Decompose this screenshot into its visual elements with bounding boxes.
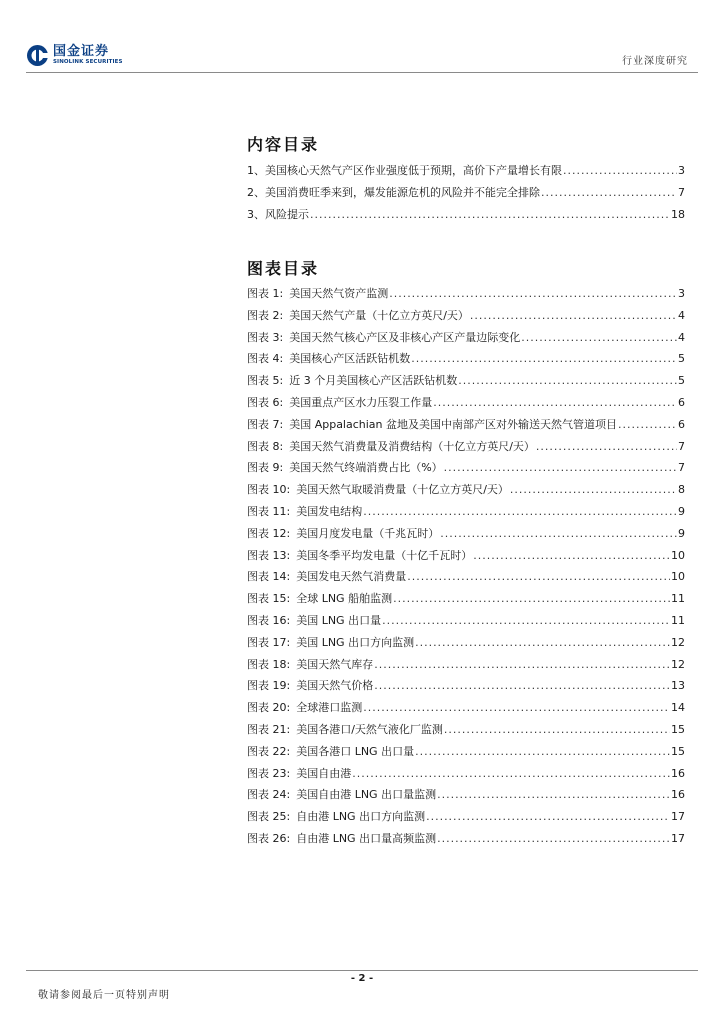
page-ref: 9 [678, 504, 685, 518]
entry-label [247, 348, 411, 370]
figure-entry[interactable] [247, 632, 685, 654]
dot-leader [437, 784, 670, 806]
page-ref: 16 [671, 788, 685, 802]
figure-caption: 美国天然气价格 [296, 679, 374, 693]
page-ref: 7 [678, 461, 685, 475]
figure-number: 图表 12: [247, 526, 291, 540]
entry-label: 2、美国消费旺季来到，爆发能源危机的风险并不能完全排除 [247, 185, 540, 199]
figure-entry[interactable] [247, 305, 685, 327]
figure-caption: 美国天然气核心产区及非核心产区产量边际变化 [289, 330, 521, 344]
page-ref: 13 [671, 679, 685, 693]
logo-mark-icon [26, 44, 49, 67]
figure-number: 图表 24: [247, 788, 291, 802]
figure-caption: 美国发电天然气消费量 [296, 570, 407, 584]
entry-label: 1、美国核心天然气产区作业强度低于预期，高价下产量增长有限 [247, 164, 562, 177]
dot-leader [352, 763, 670, 785]
figure-caption: 全球 LNG 船舶监测 [296, 592, 393, 606]
figure-caption: 美国天然气消费量及消费结构（十亿立方英尺/天） [289, 439, 535, 453]
figure-caption: 全球港口监测 [296, 701, 363, 715]
figure-number: 图表 26: [247, 831, 291, 845]
figure-entry[interactable] [247, 654, 685, 676]
figure-list-title: 图表目录 [247, 259, 320, 278]
entry-label [247, 457, 444, 479]
dot-leader [444, 719, 670, 741]
figure-entry[interactable] [247, 741, 685, 763]
toc-section [247, 132, 685, 225]
toc-list [247, 160, 685, 225]
entry-label: 3、风险提示 [247, 207, 309, 221]
page-number: - 2 - [350, 973, 374, 984]
page-ref: 6 [678, 417, 685, 431]
page-ref: 16 [671, 766, 685, 780]
dot-leader [310, 204, 670, 226]
figure-caption: 美国冬季平均发电量（十亿千瓦时） [296, 548, 473, 562]
figure-number: 图表 20: [247, 701, 291, 715]
figure-entry[interactable] [247, 501, 685, 523]
entry-label [247, 632, 415, 654]
dot-leader [536, 436, 677, 458]
figure-entry[interactable] [247, 588, 685, 610]
page-ref: 9 [678, 526, 685, 540]
entry-label [247, 741, 415, 763]
figure-number: 图表 15: [247, 592, 291, 606]
dot-leader [415, 741, 670, 763]
entry-label [247, 763, 352, 785]
dot-leader [541, 182, 677, 204]
figure-caption: 美国天然气终端消费占比（%） [289, 461, 443, 475]
toc-entry[interactable] [247, 204, 685, 226]
figure-number: 图表 8: [247, 439, 284, 453]
page-ref: 4 [678, 330, 685, 344]
figure-caption: 美国天然气库存 [296, 657, 374, 671]
entry-label [247, 545, 473, 567]
figure-number: 图表 5: [247, 374, 284, 388]
entry-label [247, 784, 437, 806]
entry-label [247, 283, 389, 305]
figure-number: 图表 7: [247, 417, 284, 431]
figure-number: 图表 1: [247, 287, 284, 300]
figure-number: 图表 11: [247, 504, 291, 518]
figure-entry[interactable] [247, 327, 685, 349]
page-ref: 7 [678, 185, 685, 199]
entry-label [247, 610, 382, 632]
figure-number: 图表 2: [247, 308, 284, 322]
toc-entry[interactable] [247, 160, 685, 182]
dot-leader [563, 160, 677, 182]
dot-leader [426, 806, 670, 828]
dot-leader [407, 566, 670, 588]
disclaimer-text: 敬请参阅最后一页特别声明 [38, 990, 170, 1001]
figure-number: 图表 14: [247, 570, 291, 584]
page-ref: 5 [678, 374, 685, 388]
figure-entry[interactable] [247, 610, 685, 632]
figure-number: 图表 10: [247, 483, 291, 497]
entry-label [247, 566, 407, 588]
page-ref: 5 [678, 352, 685, 366]
figure-number: 图表 4: [247, 352, 284, 366]
toc-entry[interactable] [247, 182, 685, 204]
figure-entry[interactable] [247, 545, 685, 567]
figure-caption: 美国天然气产量（十亿立方英尺/天） [289, 308, 469, 322]
page-ref: 10 [671, 548, 685, 562]
entry-label [247, 697, 363, 719]
dot-leader [363, 697, 670, 719]
figure-number: 图表 23: [247, 766, 291, 780]
figure-entry[interactable] [247, 348, 685, 370]
figure-number: 图表 17: [247, 635, 291, 649]
figure-caption: 美国核心产区活跃钻机数 [289, 352, 411, 366]
figure-number: 图表 9: [247, 461, 284, 475]
figure-caption: 美国天然气资产监测 [289, 287, 389, 300]
page-ref: 17 [671, 831, 685, 845]
figure-caption: 自由港 LNG 出口量高频监测 [296, 831, 437, 845]
entry-label [247, 501, 363, 523]
figure-caption: 美国发电结构 [296, 504, 363, 518]
logo-english-name: SINOLINK SECURITIES [53, 58, 123, 65]
entry-label [247, 719, 444, 741]
figure-entry[interactable] [247, 806, 685, 828]
page-ref: 4 [678, 308, 685, 322]
page-ref: 10 [671, 570, 685, 584]
dot-leader [415, 632, 670, 654]
dot-leader [510, 479, 677, 501]
figure-number: 图表 3: [247, 330, 284, 344]
header-divider [26, 72, 698, 73]
figure-entry[interactable] [247, 414, 685, 436]
entry-label [247, 523, 440, 545]
figure-caption: 美国 LNG 出口方向监测 [296, 635, 415, 649]
toc-title: 内容目录 [247, 135, 320, 154]
dot-leader [411, 348, 677, 370]
entry-label [247, 414, 618, 436]
figure-caption: 美国自由港 LNG 出口量监测 [296, 788, 437, 802]
company-logo [26, 42, 123, 68]
figure-caption: 美国自由港 [296, 766, 352, 780]
figure-entry[interactable] [247, 675, 685, 697]
dot-leader [470, 305, 677, 327]
entry-label [247, 370, 458, 392]
entry-label [247, 588, 393, 610]
page-ref: 7 [678, 439, 685, 453]
figure-number: 图表 16: [247, 613, 291, 627]
entry-label [247, 675, 374, 697]
figure-caption: 美国各港口/天然气液化厂监测 [296, 722, 443, 736]
figure-entry[interactable] [247, 828, 685, 850]
footer-divider [26, 970, 698, 971]
entry-label [247, 806, 426, 828]
figure-entry[interactable] [247, 784, 685, 806]
figure-caption: 近 3 个月美国核心产区活跃钻机数 [289, 374, 458, 388]
figure-number: 图表 6: [247, 395, 284, 409]
report-type: 行业深度研究 [622, 56, 688, 67]
entry-label [247, 392, 433, 414]
figure-number: 图表 19: [247, 679, 291, 693]
dot-leader [433, 392, 677, 414]
figure-caption: 美国 Appalachian 盆地及美国中南部产区对外输送天然气管道项目 [289, 417, 618, 431]
figure-caption: 美国 LNG 出口量 [296, 613, 382, 627]
figure-entry[interactable] [247, 523, 685, 545]
dot-leader [389, 283, 677, 305]
figure-entry[interactable] [247, 370, 685, 392]
dot-leader [437, 828, 670, 850]
figure-entry[interactable] [247, 719, 685, 741]
figure-entry[interactable] [247, 763, 685, 785]
dot-leader [363, 501, 677, 523]
figure-caption: 美国各港口 LNG 出口量 [296, 744, 415, 758]
page-ref: 12 [671, 657, 685, 671]
figure-number: 图表 13: [247, 548, 291, 562]
dot-leader [444, 457, 677, 479]
dot-leader [618, 414, 677, 436]
page-ref: 3 [678, 164, 685, 177]
figure-number: 图表 21: [247, 722, 291, 736]
figure-caption: 美国天然气取暖消费量（十亿立方英尺/天） [296, 483, 509, 497]
page-ref: 14 [671, 701, 685, 715]
figure-entry[interactable] [247, 457, 685, 479]
dot-leader [374, 675, 670, 697]
page-ref: 15 [671, 722, 685, 736]
dot-leader [473, 545, 670, 567]
figure-caption: 美国重点产区水力压裂工作量 [289, 395, 433, 409]
page-ref: 3 [678, 287, 685, 300]
entry-label [247, 436, 536, 458]
figure-list-section [247, 256, 685, 850]
figure-entry[interactable] [247, 283, 685, 305]
page-ref: 18 [671, 207, 685, 221]
page-ref: 6 [678, 395, 685, 409]
dot-leader [440, 523, 677, 545]
page-ref: 12 [671, 635, 685, 649]
figure-number: 图表 25: [247, 810, 291, 824]
figure-number: 图表 18: [247, 657, 291, 671]
page-ref: 17 [671, 810, 685, 824]
figure-caption: 美国月度发电量（千兆瓦时） [296, 526, 440, 540]
dot-leader [382, 610, 670, 632]
page-header [26, 38, 698, 70]
figure-entry[interactable] [247, 697, 685, 719]
dot-leader [393, 588, 670, 610]
page-ref: 11 [671, 613, 685, 627]
entry-label [247, 654, 374, 676]
page-ref: 15 [671, 744, 685, 758]
figure-caption: 自由港 LNG 出口方向监测 [296, 810, 426, 824]
entry-label [247, 479, 510, 501]
figure-entry[interactable] [247, 436, 685, 458]
entry-label [247, 327, 521, 349]
figure-entry[interactable] [247, 566, 685, 588]
dot-leader [521, 327, 677, 349]
entry-label [247, 305, 470, 327]
figure-list [247, 283, 685, 850]
figure-entry[interactable] [247, 479, 685, 501]
figure-entry[interactable] [247, 392, 685, 414]
figure-number: 图表 22: [247, 744, 291, 758]
entry-label [247, 828, 437, 850]
dot-leader [458, 370, 677, 392]
page-ref: 8 [678, 483, 685, 497]
logo-chinese-name: 国金证券 [53, 43, 110, 59]
dot-leader [374, 654, 670, 676]
page-ref: 11 [671, 592, 685, 606]
